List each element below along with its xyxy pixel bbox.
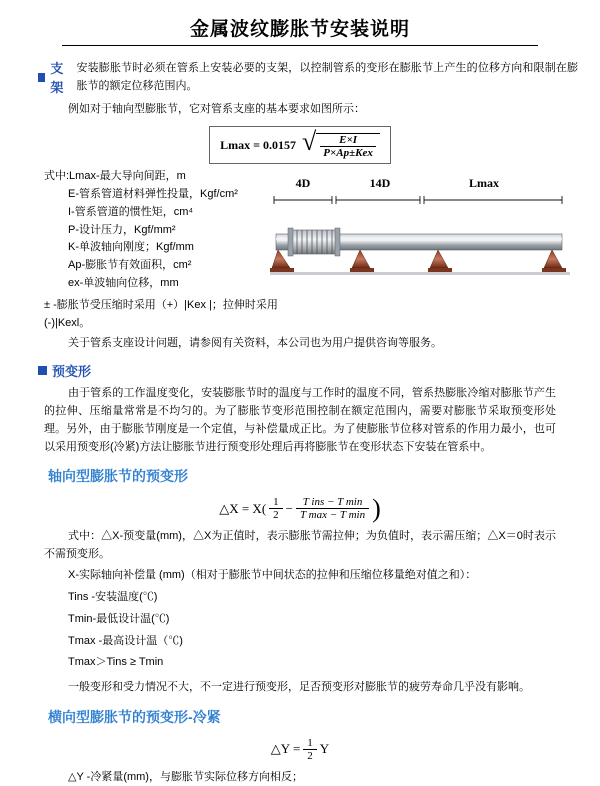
diagram-dim-14d: 14D	[369, 176, 391, 191]
section-heading-bracket	[38, 58, 578, 96]
lateral-formula-half: $\frac{1}{2}$	[303, 737, 317, 762]
diagram-graphic	[270, 194, 570, 294]
axial-item: X-实际轴向补偿量 (mm)（相对于膨胀节中间状态的拉伸和压缩位移量绝对值之和）：	[68, 569, 477, 582]
square-bullet-icon	[38, 73, 45, 82]
document-page	[0, 14, 600, 783]
title-divider	[62, 45, 538, 46]
subheading-axial: 轴向型膨胀节的预变形	[48, 468, 188, 485]
section-label-predeform: 预变形	[52, 363, 92, 379]
page-title: 金属波纹膨胀节安装说明	[189, 19, 410, 40]
legend-item: P-设计压力，Kgf/mm²	[68, 223, 176, 236]
axial-formula-temp-ratio: $\frac{\text{T ins − T min}}{\text{T max − T min}}$	[296, 496, 369, 521]
sqrt-icon: √ $\frac{E\times I}{\text{P×Ap±Kex}}$	[302, 131, 380, 159]
legend-item: I-管系管道的惯性矩，cm⁴	[68, 205, 194, 218]
bracket-paragraph-3: 关于管系支座设计问题，请参阅有关资料，本公司也为用户提供咨询等服务。	[68, 337, 442, 350]
lateral-formula-lhs: △Y =	[270, 741, 301, 757]
axial-item: Tmax -最高设计温（℃)	[68, 634, 183, 647]
lmax-formula	[22, 126, 578, 164]
bracket-paragraph-2: 例如对于轴向型膨胀节，它对管系支座的基本要求如图所示：	[68, 103, 365, 115]
diagram-dim-4d: 4D	[295, 176, 311, 191]
bracket-paragraph-1: 安装膨胀节时必须在管系上安装必要的支架，以控制管系的变形在膨胀节上产生的位移方向和限制在膨胀节的额定位移范围内。	[76, 61, 578, 92]
axial-explanation: 式中：△X-预变量(mm)，△X为正值时，表示膨胀节需拉伸；为负值时，表示需压缩；△X＝0时表示不需预变形。	[44, 530, 556, 561]
legend-item: E-管系管道材料弹性投量，Kgf/cm²	[68, 187, 238, 200]
lateral-explanation: △Y -冷紧量(mm)，与膨胀节实际位移方向相反；	[68, 770, 303, 783]
legend-item: 式中:Lmax-最大导向间距，m	[44, 170, 186, 183]
lmax-numerator: E×I	[320, 134, 376, 147]
axial-formula-minus: −	[285, 500, 293, 516]
lateral-formula-rhs: Y	[319, 741, 330, 757]
section-heading-predeform	[38, 361, 578, 380]
axial-formula-rhs: )	[372, 493, 381, 523]
legend-item: K-单波轴向刚度；Kgf/mm	[68, 241, 194, 254]
axial-item: Tins -安装温度(℃)	[68, 591, 158, 604]
axial-formula-half: $\frac{1}{2}$	[269, 496, 283, 521]
legend-item: ex-单波轴向位移，mm	[68, 277, 179, 290]
predeform-paragraph-1: 由于管系的工作温度变化，安装膨胀节时的温度与工作时的温度不同，管系热膨胀冷缩对膨胀节产生的拉伸、压缩量常常是不均匀的。为了膨胀节变形范围控制在额定范围内，需要对膨胀节采取预变形处理。另外，由于膨胀节刚度是一个定值，与补偿量成正比。为了使膨胀节位移对管系的作用力最小，也可以采用预变形(冷紧)方法让膨胀节进行预变形处理后再将膨胀节在变形状态下安装在管系中。	[44, 386, 556, 454]
axial-note: 一般变形和受力情况不大，不一定进行预变形，足否预变形对膨胀节的疲劳寿命几乎没有影响。	[68, 680, 530, 693]
diagram-dimension-labels	[270, 176, 570, 191]
subheading-lateral: 横向型膨胀节的预变形-冷紧	[48, 708, 221, 725]
axial-formula	[22, 493, 578, 523]
legend-item: ± -膨胀节受压缩时采用（+）|Kex |；拉伸时采用(-)|Kexl。	[44, 298, 278, 329]
axial-formula-lhs: △X = X(	[219, 500, 267, 516]
lmax-denominator: P×Ap±Kex	[323, 147, 373, 160]
legend-and-diagram	[22, 168, 578, 332]
axial-item: Tmax＞Tins ≥ Tmin	[68, 656, 164, 669]
diagram-dim-lmax: Lmax	[469, 176, 499, 191]
pipe-support-diagram	[270, 176, 570, 296]
lmax-fraction	[316, 133, 380, 159]
formula-legend	[44, 168, 304, 332]
section-label-bracket: 支架	[50, 61, 64, 95]
axial-item: Tmin-最低设计温(℃)	[68, 612, 170, 625]
legend-item: Ap-膨胀节有效面积，cm²	[68, 259, 192, 272]
lmax-formula-lhs: Lmax = 0.0157	[220, 137, 296, 152]
lateral-formula	[22, 737, 578, 762]
square-bullet-icon	[38, 366, 47, 375]
